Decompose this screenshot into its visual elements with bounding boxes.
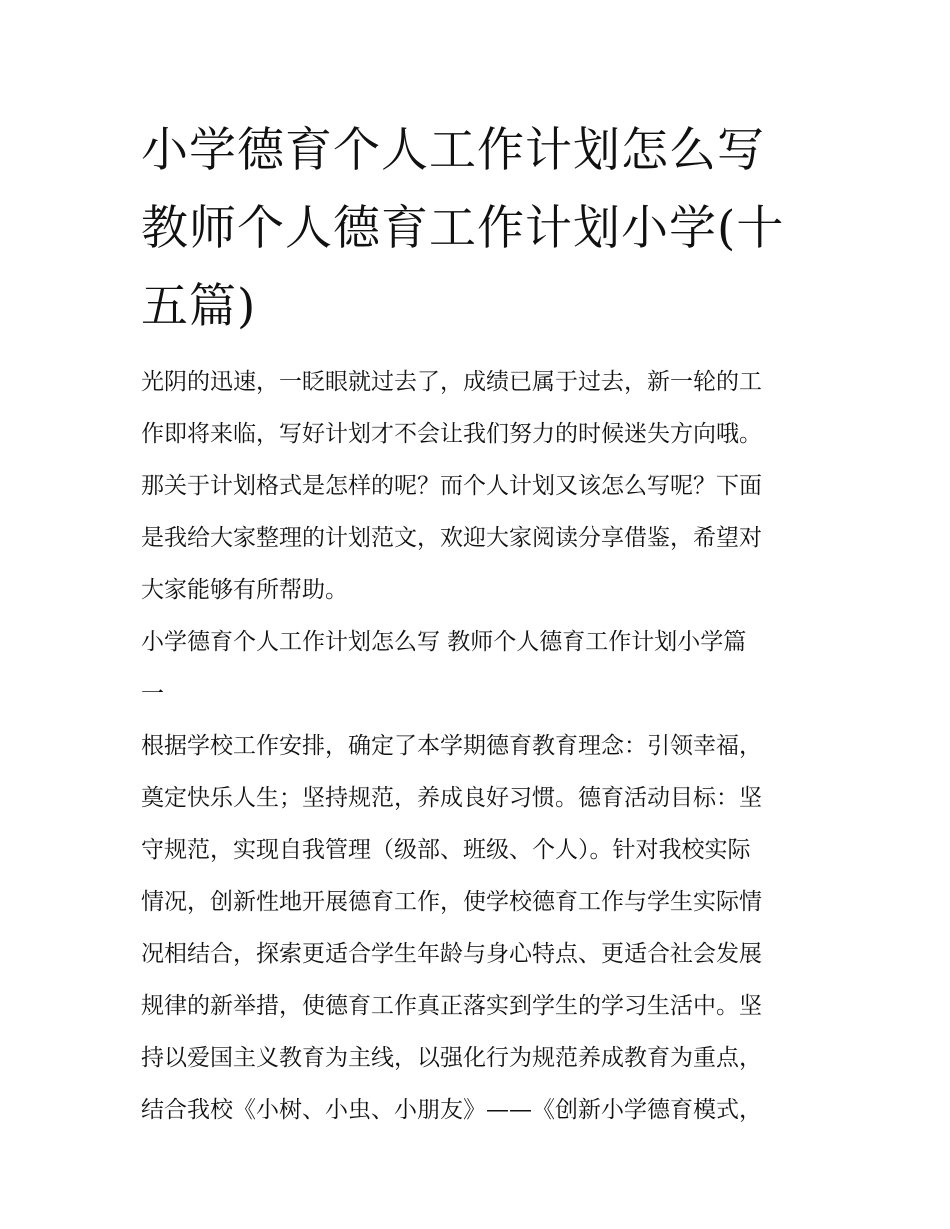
section-heading <box>141 616 813 720</box>
intro-line: 是我给大家整理的计划范文，欢迎大家阅读分享借鉴，希望对 <box>141 525 762 551</box>
body-line: 况相结合，探索更适合学生年龄与身心特点、更适合社会发展 <box>141 941 762 967</box>
body-line: 守规范，实现自我管理（级部、班级、个人）。针对我校实际 <box>141 837 751 863</box>
intro-line: 作即将来临，写好计划才不会让我们努力的时候迷失方向哦。 <box>141 421 762 447</box>
document-title <box>141 112 813 346</box>
body-line: 持以爱国主义教育为主线，以强化行为规范养成教育为重点， <box>141 1045 762 1071</box>
title-line: 小学德育个人工作计划怎么写 <box>141 123 765 178</box>
title-line: 教师个人德育工作计划小学(十 <box>141 201 785 256</box>
body-line: 结合我校《小树、小虫、小朋友》——《创新小学德育模式， <box>141 1097 762 1123</box>
body-line: 情况，创新性地开展德育工作，使学校德育工作与学生实际情 <box>141 889 762 915</box>
body-line: 奠定快乐人生；坚持规范，养成良好习惯。德育活动目标：坚 <box>141 785 762 811</box>
section-heading-line: 一 <box>141 681 164 707</box>
body-line: 根据学校工作安排，确定了本学期德育教育理念：引领幸福， <box>141 733 762 759</box>
document-page <box>141 112 813 1136</box>
title-line: 五篇) <box>141 279 257 334</box>
body-paragraph <box>141 720 813 1136</box>
intro-line: 光阴的迅速，一眨眼就过去了，成绩已属于过去，新一轮的工 <box>141 369 762 395</box>
intro-line: 大家能够有所帮助。 <box>141 577 348 603</box>
body-line: 规律的新举措，使德育工作真正落实到学生的学习生活中。坚 <box>141 993 762 1019</box>
section-heading-line: 小学德育个人工作计划怎么写 教师个人德育工作计划小学篇 <box>141 629 747 655</box>
intro-line: 那关于计划格式是怎样的呢？而个人计划又该怎么写呢？下面 <box>141 473 762 499</box>
intro-paragraph <box>141 356 813 616</box>
